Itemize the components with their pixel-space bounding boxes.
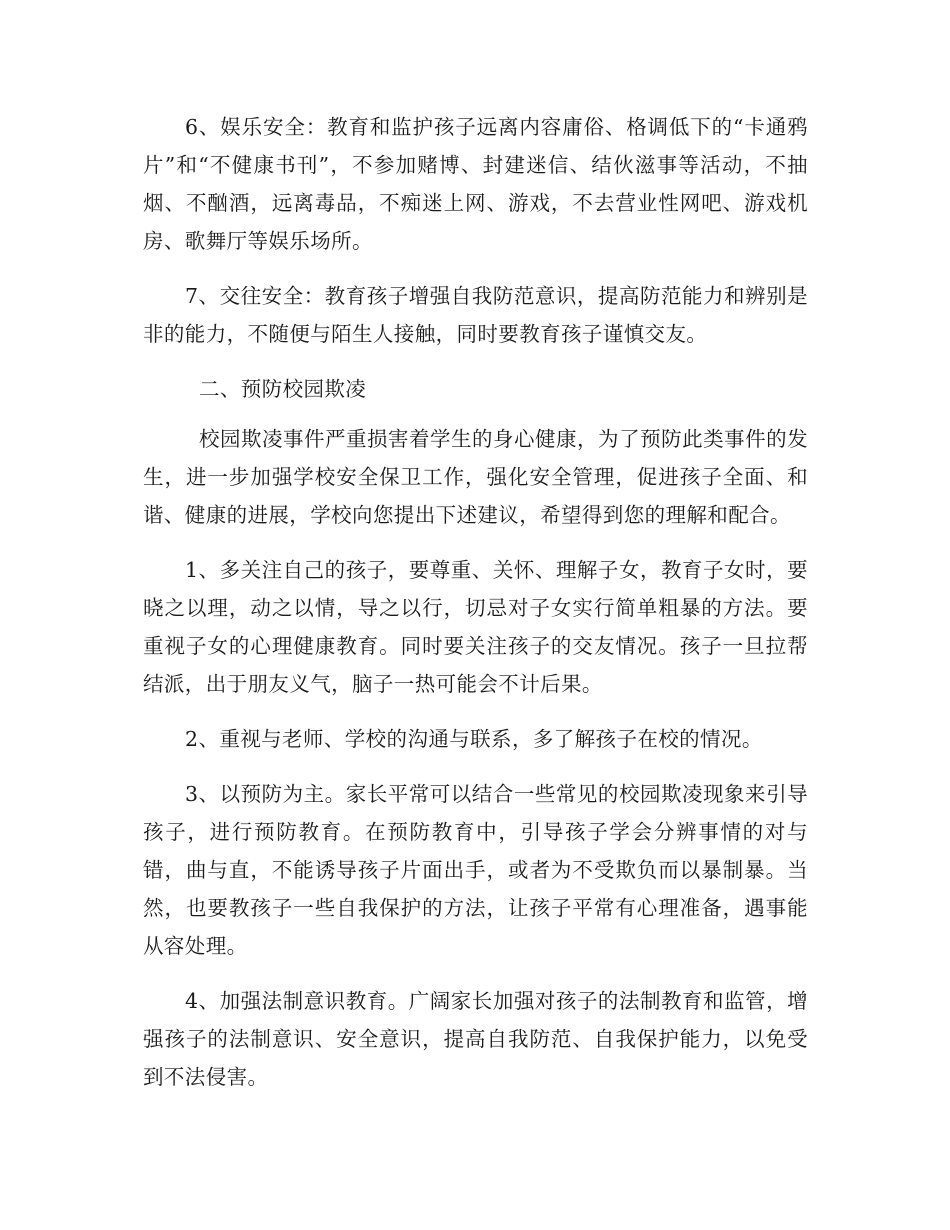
section-heading-bullying-prevention: 二、预防校园欺凌 <box>199 377 367 401</box>
paragraph-suggestion-2: 2、重视与老师、学校的沟通与联系，多了解孩子在校的情况。 <box>185 727 763 751</box>
paragraph-suggestion-1: 1、多关注自己的孩子，要尊重、关怀、理解子女，教育子女时，要晓之以理，动之以情，导之以行，切忌对子女实行简单粗暴的方法。要重视子女的心理健康教育。同时要关注孩子的交友情况。孩子一旦拉帮结派，出于朋友义气，脑子一热可能会不计后果。 <box>143 558 808 696</box>
paragraph-suggestion-4: 4、加强法制意识教育。广阔家长加强对孩子的法制教育和监管，增强孩子的法制意识、安全意识，提高自我防范、自我保护能力，以免受到不法侵害。 <box>143 989 808 1089</box>
paragraph-suggestion-3: 3、以预防为主。家长平常可以结合一些常见的校园欺凌现象来引导孩子，进行预防教育。在预防教育中，引导孩子学会分辨事情的对与错，曲与直，不能诱导孩子片面出手，或者为不受欺负而以暴制暴。当然，也要教孩子一些自我保护的方法，让孩子平常有心理准备，遇事能从容处理。 <box>143 782 808 958</box>
paragraph-social-safety: 7、交往安全：教育孩子增强自我防范意识，提高防范能力和辨别是非的能力，不随便与陌生人接触，同时要教育孩子谨慎交友。 <box>143 284 808 346</box>
document-page <box>143 108 808 1113</box>
paragraph-entertainment-safety: 6、娱乐安全：教育和监护孩子远离内容庸俗、格调低下的“卡通鸦片”和“不健康书刊”，不参加赌博、封建迷信、结伙滋事等活动，不抽烟、不酗酒，远离毒品，不痴迷上网、游戏，不去营业性网吧、游戏机房、歌舞厅等娱乐场所。 <box>143 115 808 253</box>
paragraph-bullying-intro: 校园欺凌事件严重损害着学生的身心健康，为了预防此类事件的发生，进一步加强学校安全保卫工作，强化安全管理，促进孩子全面、和谐、健康的进展，学校向您提出下述建议，希望得到您的理解和配合。 <box>143 427 808 527</box>
